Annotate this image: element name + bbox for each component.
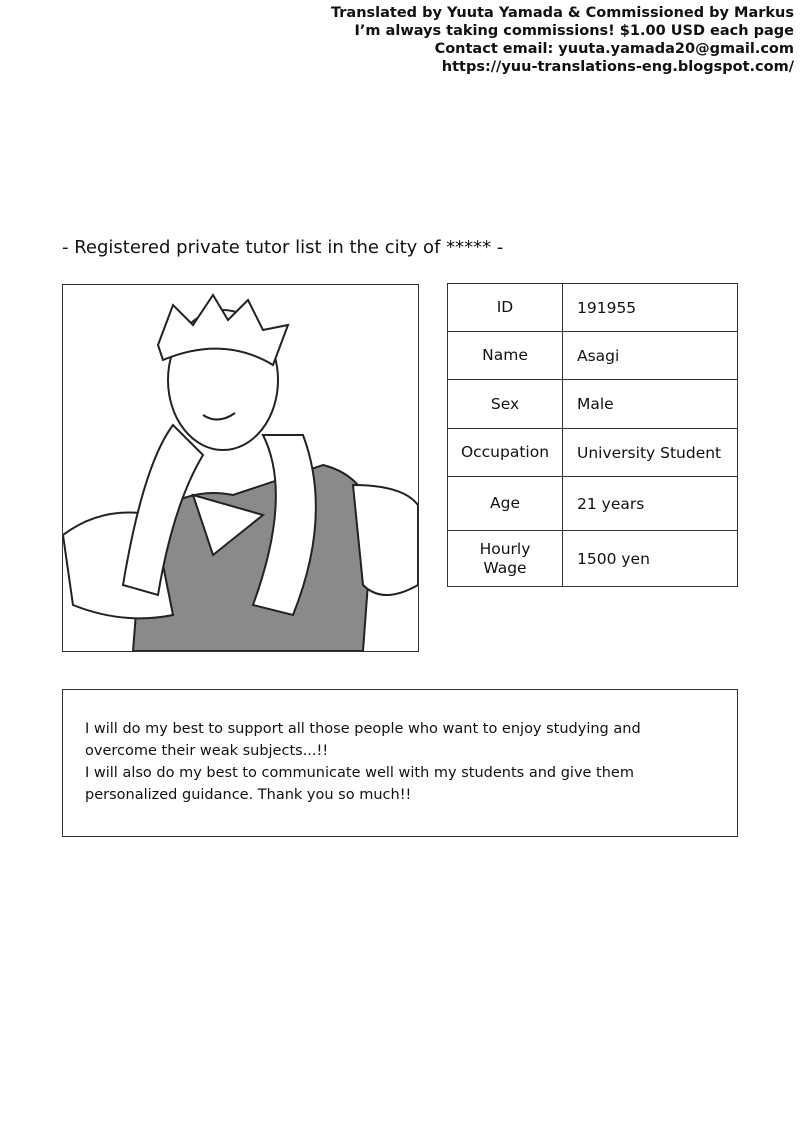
- profile-value: Asagi: [563, 332, 738, 380]
- profile-value: University Student: [563, 429, 738, 477]
- profile-label: Name: [448, 332, 563, 380]
- message-line: I will do my best to support all those people who want to enjoy studying and: [85, 721, 641, 737]
- credit-line: https://yuu-translations-eng.blogspot.com/: [441, 59, 794, 75]
- table-row: [448, 284, 738, 332]
- table-row: [448, 380, 738, 429]
- profile-value: 21 years: [563, 477, 738, 531]
- portrait-illustration: [63, 285, 418, 651]
- page-heading: - Registered private tutor list in the city of ***** -: [62, 237, 504, 258]
- table-row: [448, 332, 738, 380]
- credit-line: Translated by Yuuta Yamada & Commissioned by Markus: [330, 5, 794, 21]
- message-line: I will also do my best to communicate well with my students and give them: [85, 765, 634, 781]
- profile-label: Hourly Wage: [448, 531, 563, 587]
- profile-value: 191955: [563, 284, 738, 332]
- credit-line: Contact email: yuuta.yamada20@gmail.com: [434, 41, 794, 57]
- tutor-portrait: [62, 284, 419, 652]
- profile-label: Age: [448, 477, 563, 531]
- profile-label: Sex: [448, 380, 563, 429]
- self-introduction-text: [85, 718, 737, 806]
- table-row: [448, 477, 738, 531]
- profile-label: Occupation: [448, 429, 563, 477]
- credit-line: I’m always taking commissions! $1.00 USD each page: [354, 23, 794, 39]
- profile-value: 1500 yen: [563, 531, 738, 587]
- self-introduction-box: [62, 689, 738, 837]
- translator-credits: [331, 4, 794, 76]
- message-line: personalized guidance. Thank you so much!!: [85, 787, 412, 803]
- profile-value: Male: [563, 380, 738, 429]
- table-row: [448, 429, 738, 477]
- table-row: [448, 531, 738, 587]
- profile-label: ID: [448, 284, 563, 332]
- message-line: overcome their weak subjects...!!: [85, 743, 329, 759]
- profile-table: [447, 283, 738, 587]
